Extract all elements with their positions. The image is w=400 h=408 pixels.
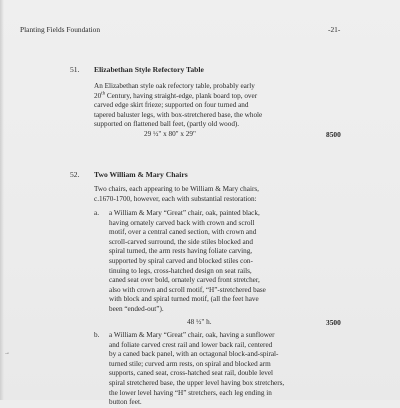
item-dimensions: 48 ½" h. — [187, 318, 212, 326]
text-line: having ornately carved back with crown and scroll — [109, 218, 255, 227]
entry-price: 8500 — [326, 130, 341, 139]
entry-title: Two William & Mary Chairs — [94, 170, 188, 179]
text-line: motif, over a central caned section, with crown and — [109, 228, 257, 237]
text-line: 20th Century, having straight-edge, plank board top, over — [94, 91, 258, 100]
text-line: spiral stretchered base, the upper level having box stretchers, — [109, 378, 285, 387]
text-line: with block and spiral turned motif, (all the feet have — [109, 295, 259, 304]
entry-description — [94, 82, 262, 130]
text-line: tapered baluster legs, with box-stretchered base, the whole — [94, 110, 263, 119]
item-marker: b. — [94, 331, 100, 339]
entry-number: 51. — [70, 65, 80, 74]
text-line: supports, caned seat, cross-hatched seat rail, double level — [109, 369, 274, 378]
text-line: a William & Mary “Great” chair, oak, having a sunflower — [109, 331, 275, 339]
entry-description — [94, 185, 259, 204]
item-description — [109, 209, 266, 315]
text-line: c.1670-1700, however, each with substantial restoration: — [94, 194, 257, 203]
text-line: a William & Mary “Great” chair, oak, painted black, — [109, 209, 260, 217]
text-line: button feet. — [109, 398, 142, 407]
text-line: by a caned back panel, with an octagonal block-and-spiral- — [109, 350, 279, 359]
text-line: carved edge skirt frieze; supported on four turned and — [94, 101, 249, 110]
text-line: spiral turned, the arm rests having foliate carving, — [109, 247, 253, 256]
header-foundation-name: Planting Fields Foundation — [20, 25, 101, 34]
item-description — [109, 331, 284, 408]
text-line: scroll-carved surround, the side stiles blocked and — [109, 237, 253, 246]
entry-title: Elizabethan Style Refectory Table — [94, 65, 204, 74]
header-page-number: -21- — [328, 25, 341, 34]
text-line: also with crown and scroll motif, “H”-stretchered base — [109, 285, 266, 294]
text-line: Two chairs, each appearing to be William & Mary chairs, — [94, 185, 259, 193]
text-line: tinuing to legs, cross-hatched design on seat rails, — [109, 266, 252, 275]
text-line: turned stile; curved arm rests, on spiral and blocked arm — [109, 359, 271, 368]
text-line: An Elizabethan style oak refectory table, probably early — [94, 82, 255, 90]
entry-number: 52. — [70, 170, 80, 179]
text-line: and foliate carved crest rail and lower back rail, centered — [109, 340, 273, 349]
text-line: been “ended-out”). — [109, 304, 164, 313]
entry-dimensions: 29 ½" x 80" x 29" — [144, 130, 196, 138]
item-price: 3500 — [326, 318, 341, 327]
text-line: supported on flattened ball feet, (partly old wood). — [94, 120, 240, 129]
text-line: the lower level having “H” stretchers, each leg ending in — [109, 388, 272, 397]
item-marker: a. — [94, 209, 99, 217]
margin-arrow-mark: → — [4, 350, 10, 356]
text-line: supported by spiral carved and blocked stiles con- — [109, 256, 253, 265]
page-edge-shadow — [0, 0, 4, 400]
text-line: caned seat over bold, ornately carved front stretcher, — [109, 276, 260, 285]
